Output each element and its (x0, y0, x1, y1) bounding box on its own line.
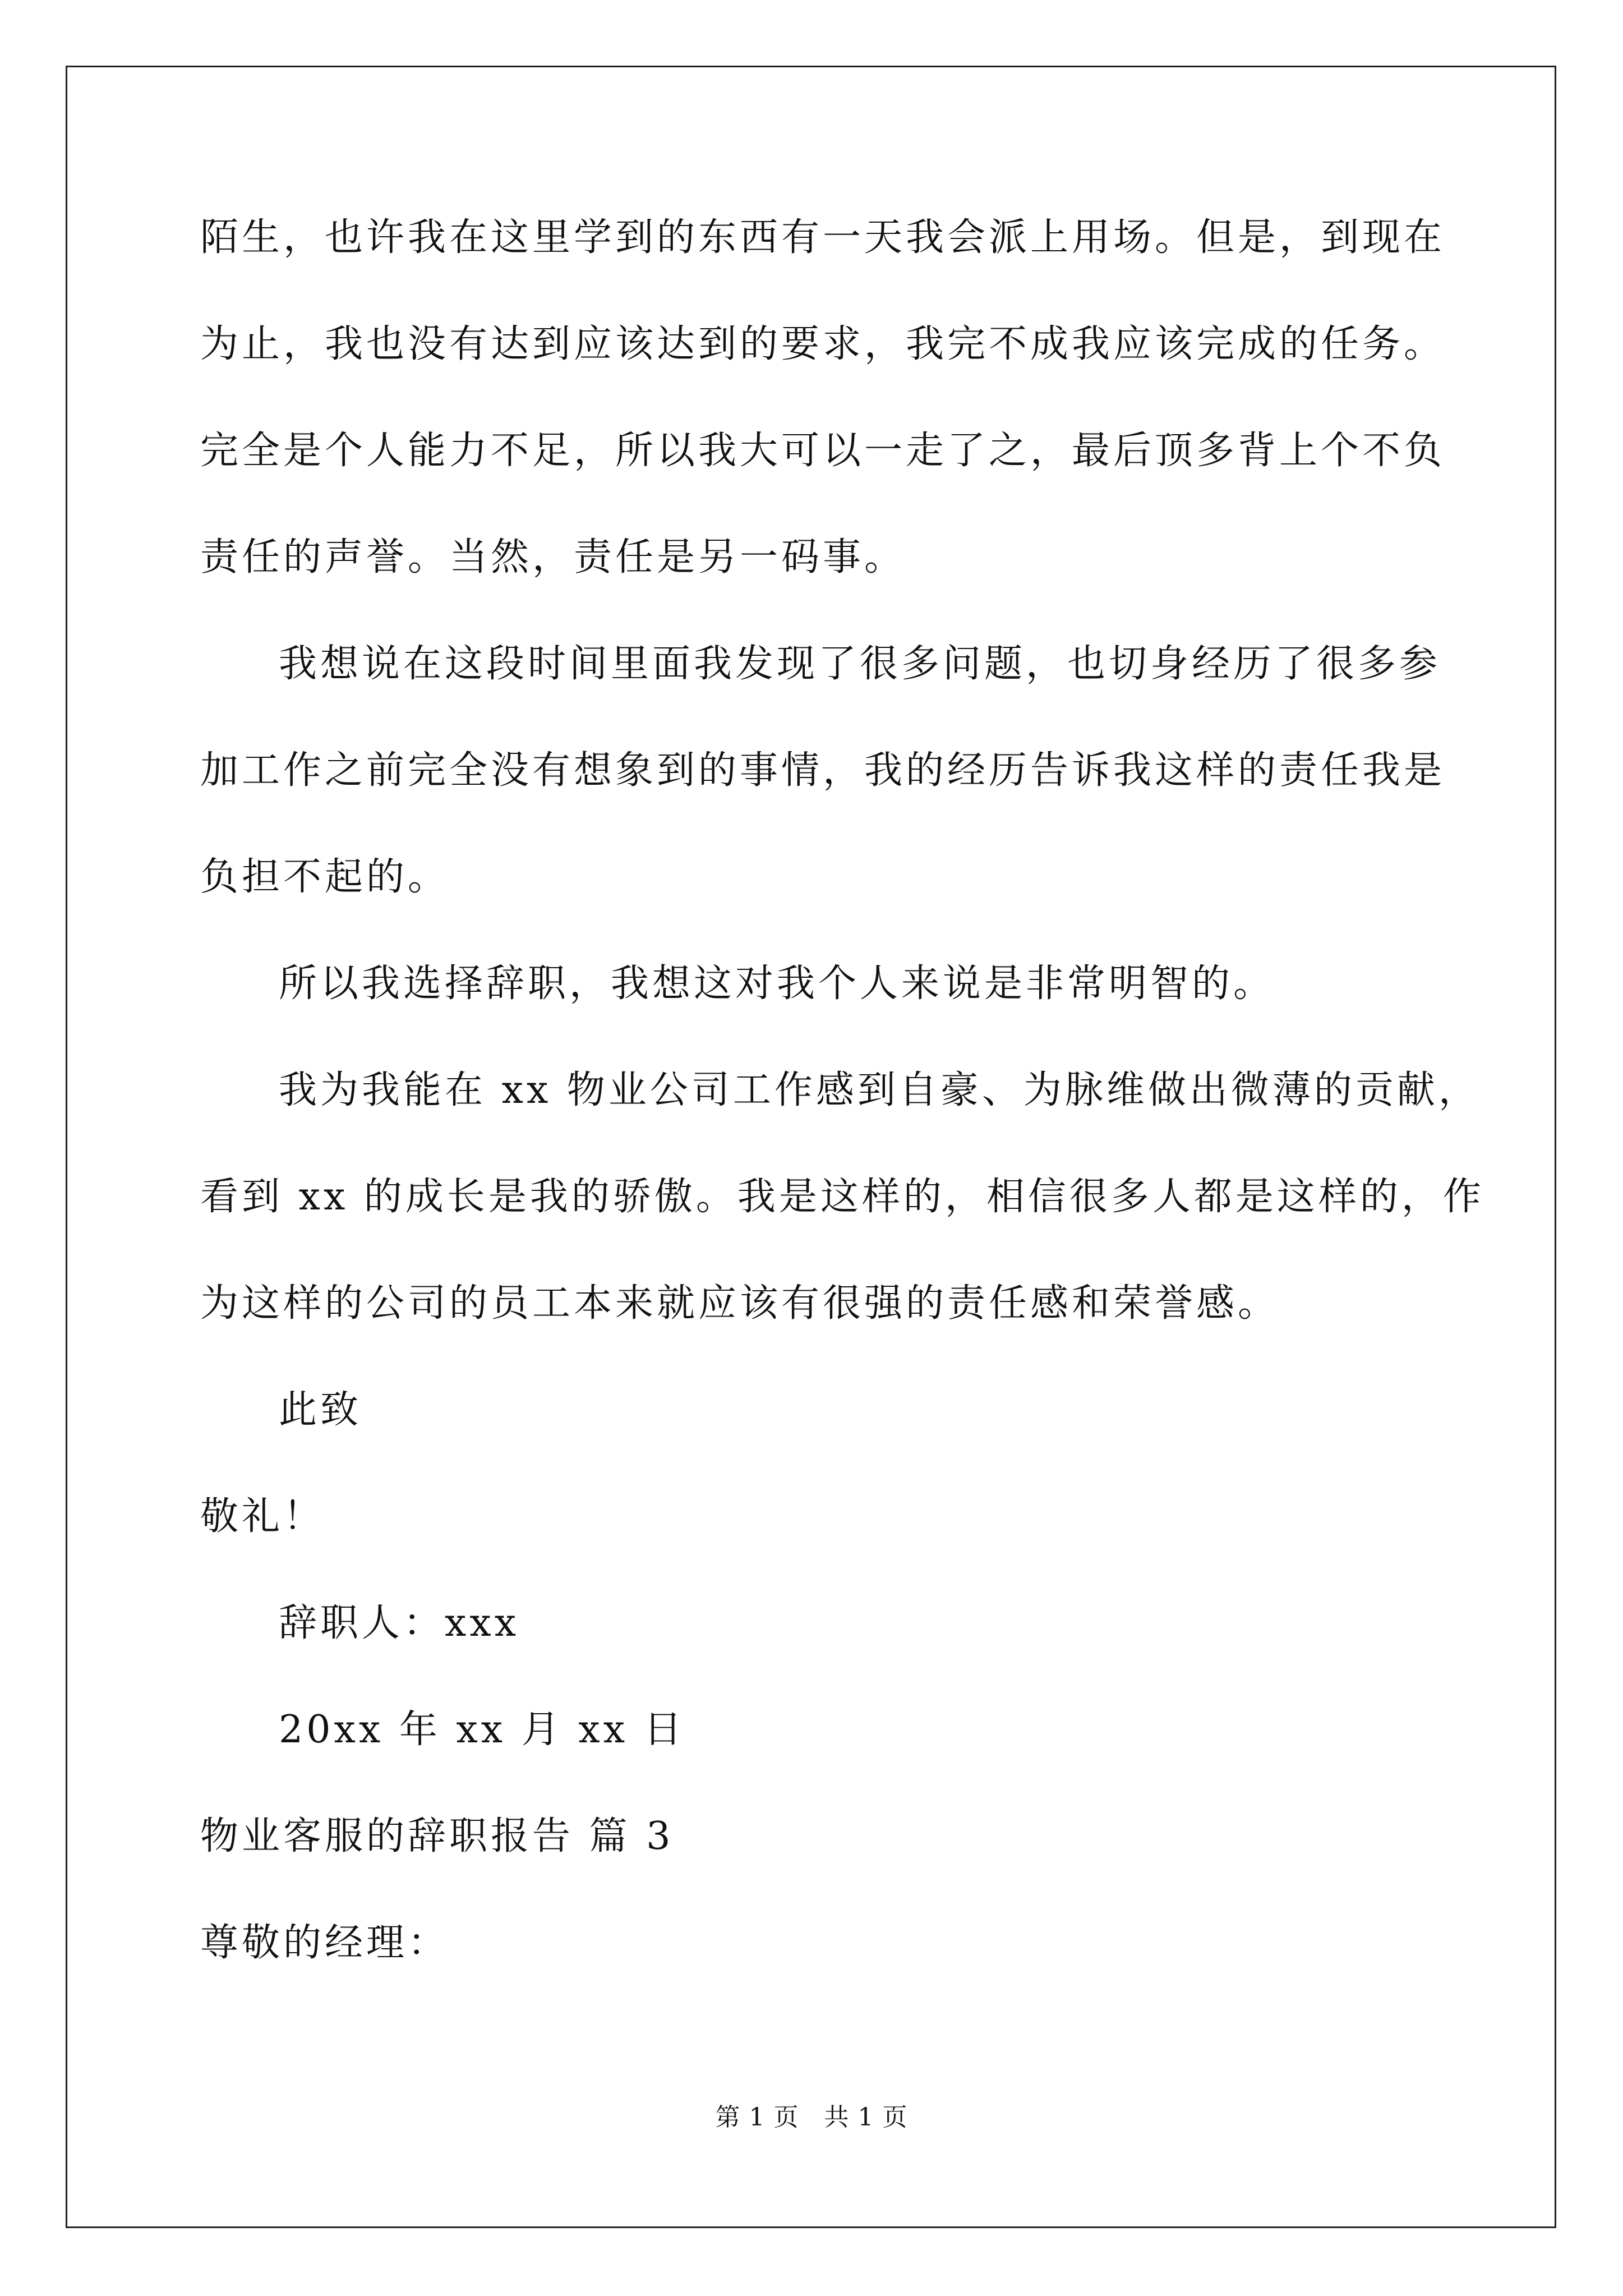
text-line: 看到 xx 的成长是我的骄傲。我是这样的，相信很多人都是这样的，作 (200, 1175, 1484, 1219)
text-line: 责任的声誉。当然，责任是另一码事。 (200, 535, 906, 579)
paragraph-first-line: 我为我能在 xx 物业公司工作感到自豪、为脉维做出微薄的贡献， (279, 1068, 1480, 1112)
signature-date: 20xx 年 xx 月 xx 日 (279, 1708, 685, 1752)
closing-regards: 敬礼！ (200, 1494, 325, 1539)
page-footer: 第 1 页 共 1 页 (715, 2103, 908, 2132)
signature-name: 辞职人：xxx (279, 1601, 520, 1645)
closing-salutation: 此致 (279, 1388, 362, 1432)
text-line: 加工作之前完全没有想象到的事情，我的经历告诉我这样的责任我是 (200, 748, 1446, 793)
paragraph-first-line: 我想说在这段时间里面我发现了很多问题，也切身经历了很多参 (279, 642, 1441, 686)
letter-greeting: 尊敬的经理： (200, 1921, 450, 1965)
text-line: 为这样的公司的员工本来就应该有很强的责任感和荣誉感。 (200, 1281, 1280, 1326)
text-line: 负担不起的。 (200, 855, 450, 899)
paragraph-first-line: 所以我选择辞职，我想这对我个人来说是非常明智的。 (279, 961, 1275, 1006)
page-border (66, 66, 1556, 2228)
section-heading: 物业客服的辞职报告 篇 3 (200, 1814, 674, 1858)
text-line: 陌生，也许我在这里学到的东西有一天我会派上用场。但是，到现在 (200, 215, 1446, 260)
text-line: 为止，我也没有达到应该达到的要求，我完不成我应该完成的任务。 (200, 322, 1446, 366)
text-line: 完全是个人能力不足，所以我大可以一走了之，最后顶多背上个不负 (200, 429, 1446, 473)
